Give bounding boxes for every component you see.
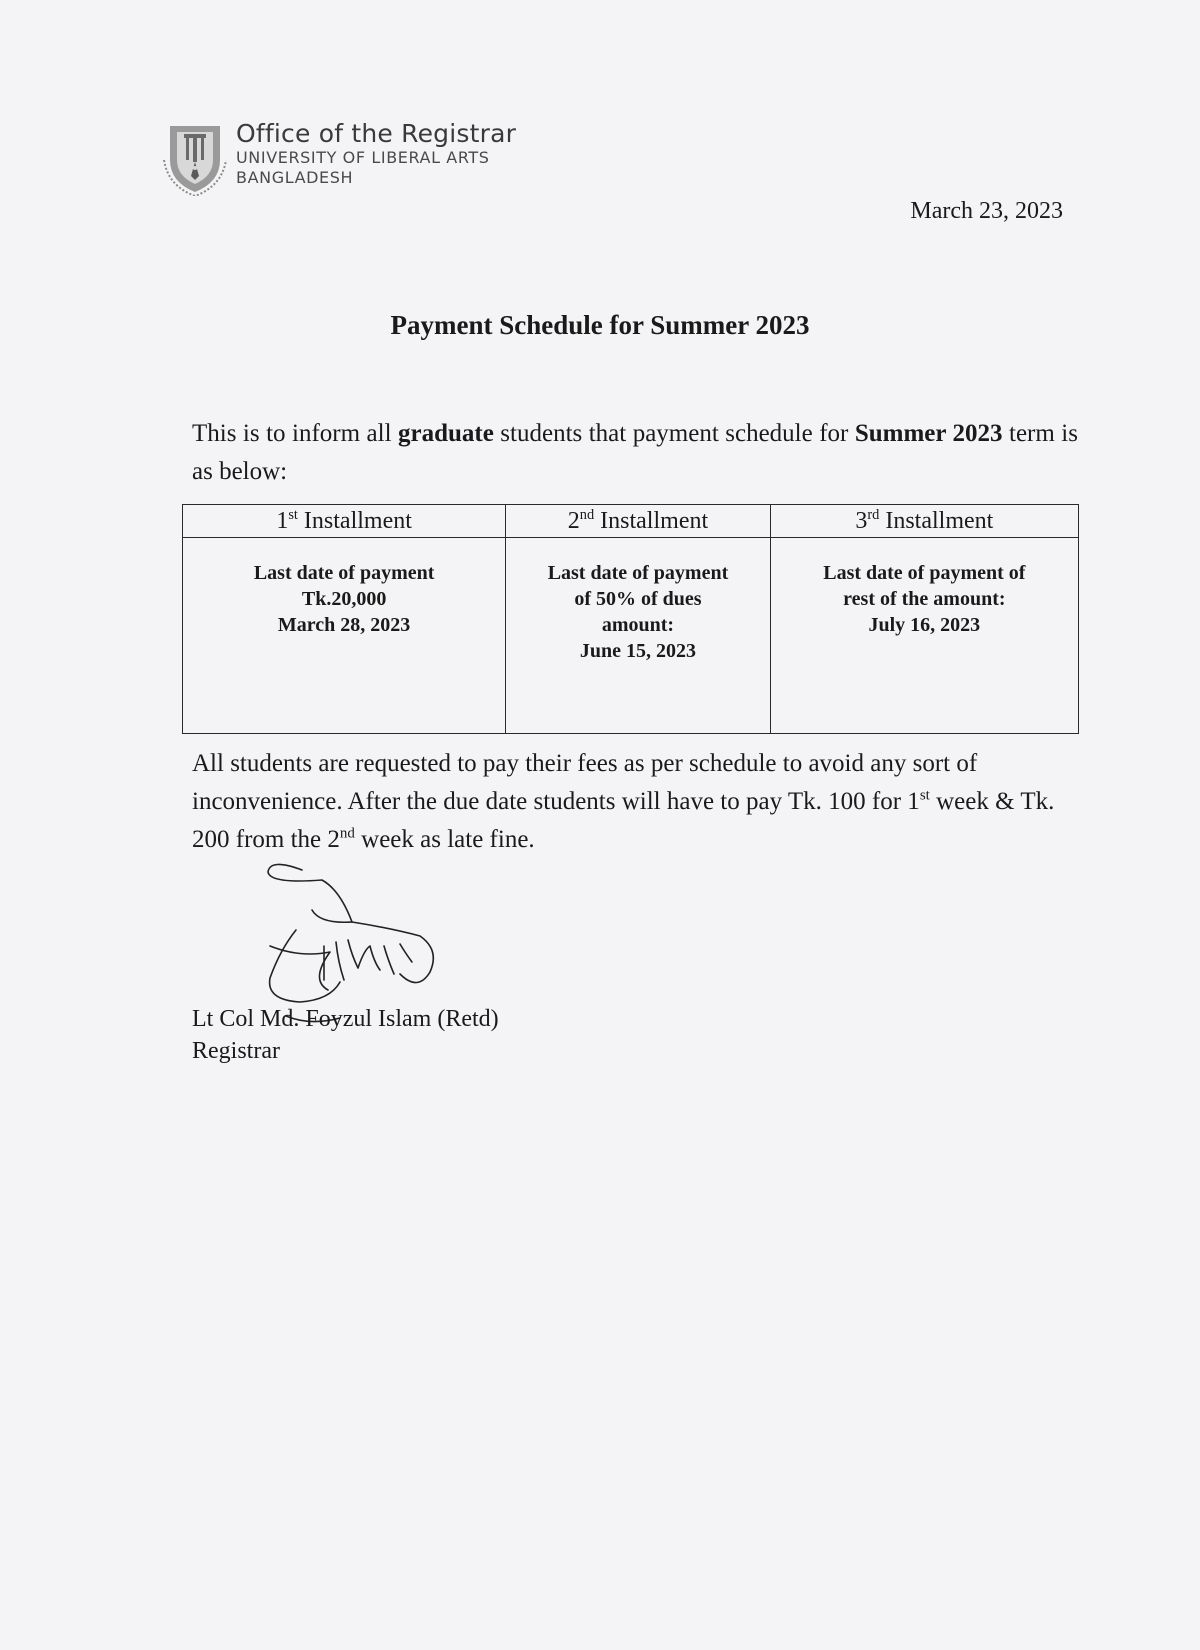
header-installment-1: 1st Installment: [183, 505, 506, 538]
notice-paragraph: All students are requested to pay their fees as per schedule to avoid any sort of inconvenience. After the due date students will have to pay Tk. 100 for 1st week & Tk. 200 from the 2nd week as late fine.: [192, 750, 1055, 853]
signatory-name: Lt Col Md. Foyzul Islam (Retd): [192, 1006, 499, 1032]
document-date: March 23, 2023: [910, 198, 1063, 224]
intro-bold-graduate: graduate: [398, 420, 494, 447]
intro-bold-term: Summer 2023: [854, 420, 1003, 447]
document-title: Payment Schedule for Summer 2023: [390, 310, 810, 340]
intro-paragraph: This is to inform all graduate students that payment schedule for Summer 2023 term is as below:: [192, 420, 1078, 485]
university-crest-icon: [160, 120, 230, 196]
signatory-block: [192, 1003, 499, 1067]
signatory-designation: Registrar: [192, 1038, 280, 1064]
letterhead: [160, 120, 516, 196]
header-installment-2: 2nd Installment: [506, 505, 770, 538]
table-row: [183, 538, 1079, 734]
country-name: BANGLADESH: [236, 168, 354, 187]
table-header-row: [183, 505, 1079, 538]
university-name: UNIVERSITY OF LIBERAL ARTS: [236, 148, 490, 167]
cell-installment-2: Last date of payment of 50% of dues amount: June 15, 2023: [506, 538, 770, 734]
header-installment-3: 3rd Installment: [770, 505, 1078, 538]
cell-installment-1: Last date of payment Tk.20,000 March 28, 2023: [183, 538, 506, 734]
cell-installment-3: Last date of payment of rest of the amount: July 16, 2023: [770, 538, 1078, 734]
payment-schedule-table: [182, 504, 1079, 734]
office-name: Office of the Registrar: [236, 119, 517, 148]
